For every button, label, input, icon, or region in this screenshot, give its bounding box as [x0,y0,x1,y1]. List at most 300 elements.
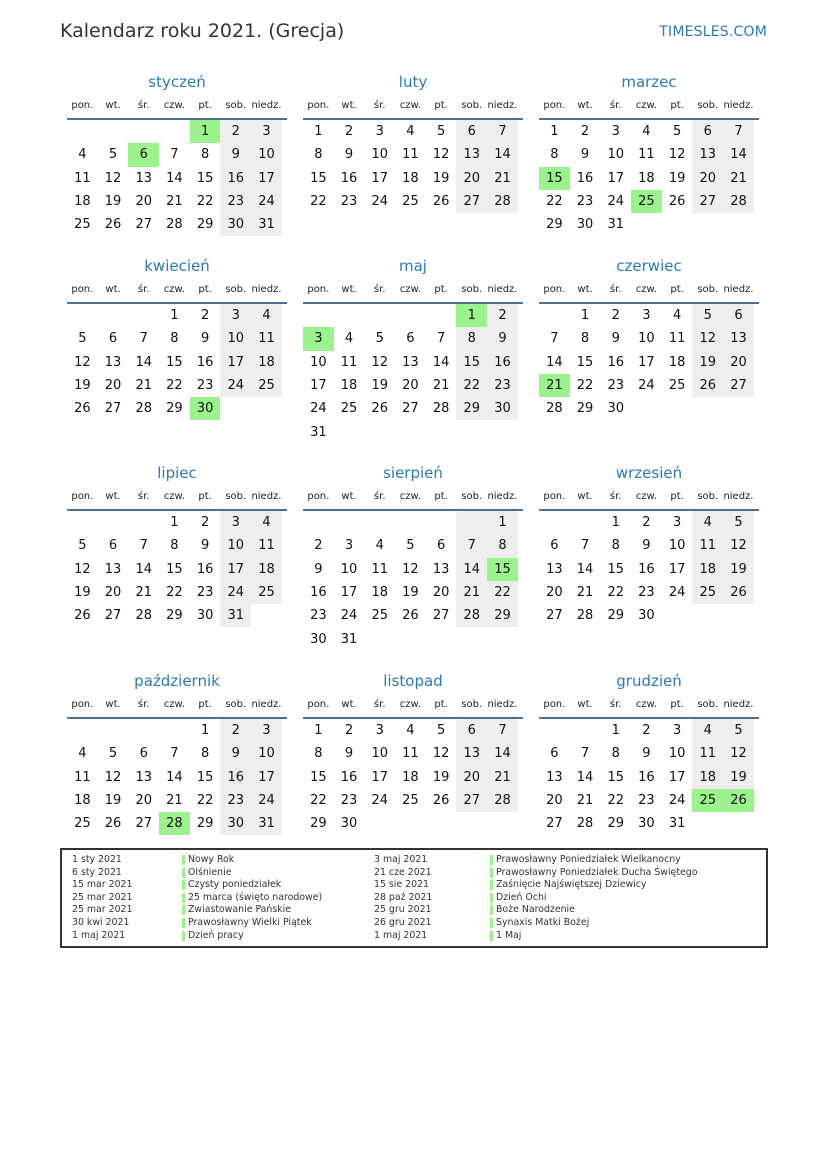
day-cell: 18 [251,558,282,581]
month-1 [303,72,523,213]
day-cell: 20 [104,585,122,601]
day-cell: 2 [200,308,210,324]
weekday-label: wt. [341,490,357,502]
weekday-label: sob. [461,99,483,111]
day-cell: 14 [576,561,594,577]
empty-cell [570,719,601,742]
day-cell: 26 [371,401,388,417]
day-cell: 27 [692,190,723,213]
weekday-label: śr. [609,698,622,710]
day-cell: 24 [638,378,655,394]
day-cell: 6 [692,120,723,143]
day-cell: 22 [456,374,487,397]
day-cell: 8 [611,538,620,554]
day-grid [539,719,759,835]
month-11 [539,671,759,835]
weekday-label: sob. [697,283,719,295]
weekday-label: czw. [635,99,657,111]
legend-holiday-name: Boże Narodzenie [490,904,697,917]
day-cell: 13 [546,769,563,785]
empty-cell [334,420,365,443]
day-cell: 28 [159,812,190,835]
day-cell: 24 [251,190,282,213]
day-cell: 24 [220,581,251,604]
day-cell: 30 [340,816,358,832]
weekday-label: pt. [670,490,684,502]
weekday-header [67,98,287,120]
day-cell: 2 [642,515,651,531]
month-name: sierpień [383,464,443,482]
day-cell: 13 [135,769,152,785]
legend-holiday-name: 1 Maj [490,930,697,943]
day-cell: 4 [406,124,415,140]
day-cell: 18 [668,354,686,370]
day-cell: 19 [74,585,91,601]
day-cell: 8 [550,147,559,163]
month-name: marzec [621,73,677,91]
weekday-label: pon. [543,698,566,710]
day-cell: 1 [200,723,210,739]
day-cell: 7 [436,331,446,347]
weekday-label: niedz. [723,99,754,111]
day-cell: 20 [546,793,563,809]
day-cell: 14 [432,354,450,370]
legend-date: 15 sie 2021 [374,879,430,891]
legend-names-right [490,854,697,942]
day-cell: 24 [668,585,686,601]
weekday-label: śr. [373,698,386,710]
empty-cell [395,812,426,835]
day-cell: 4 [642,124,651,140]
weekday-label: niedz. [487,698,518,710]
day-cell: 16 [220,766,251,789]
month-8 [539,463,759,627]
day-cell: 30 [220,213,251,236]
day-cell: 2 [580,124,590,140]
day-cell: 26 [692,374,723,397]
day-cell: 19 [432,170,450,186]
day-cell: 17 [310,378,327,394]
legend-date: 1 maj 2021 [72,929,126,941]
day-cell: 25 [692,581,723,604]
day-cell: 21 [166,793,183,809]
weekday-label: wt. [577,99,593,111]
weekday-label: sob. [697,698,719,710]
empty-cell [128,120,159,143]
weekday-label: sob. [461,490,483,502]
day-cell: 20 [104,378,122,394]
day-cell: 6 [723,304,754,327]
day-cell: 15 [196,170,214,186]
day-cell: 29 [607,816,624,832]
holiday-legend [60,848,768,948]
day-cell: 29 [310,816,327,832]
day-cell: 7 [170,746,179,762]
day-cell: 20 [546,585,563,601]
day-cell: 8 [487,534,518,557]
weekday-label: sob. [225,490,247,502]
month-name: luty [398,73,428,91]
day-cell: 1 [550,124,559,140]
weekday-label: pt. [670,283,684,295]
day-cell: 22 [607,585,624,601]
day-cell: 23 [310,608,327,624]
day-cell: 20 [402,378,419,394]
day-cell: 19 [104,793,122,809]
empty-cell [692,213,723,236]
day-cell: 6 [456,719,487,742]
weekday-label: sob. [225,698,247,710]
day-cell: 14 [487,742,518,765]
day-cell: 31 [310,424,327,440]
empty-cell [456,511,487,534]
day-cell: 9 [314,561,323,577]
empty-cell [456,812,487,835]
day-cell: 30 [576,217,594,233]
day-cell: 18 [638,170,655,186]
weekday-label: śr. [373,283,386,295]
empty-cell [456,627,487,650]
day-cell: 17 [668,769,686,785]
empty-cell [395,420,426,443]
day-cell: 27 [135,816,152,832]
day-cell: 17 [371,769,388,785]
day-cell: 9 [487,327,518,350]
day-cell: 12 [104,769,122,785]
day-cell: 12 [104,170,122,186]
page-title: Kalendarz roku 2021. (Grecja) [60,20,345,42]
empty-cell [395,304,426,327]
day-cell: 12 [371,354,388,370]
brand-link[interactable]: TIMESLES.COM [659,24,767,40]
day-cell: 5 [375,331,384,347]
empty-cell [159,120,190,143]
weekday-label: niedz. [251,490,282,502]
weekday-label: pon. [71,99,94,111]
weekday-header [539,697,759,719]
weekday-label: czw. [635,490,657,502]
day-cell: 1 [611,723,620,739]
day-cell: 6 [456,120,487,143]
day-cell: 8 [170,331,179,347]
day-cell: 18 [371,585,388,601]
weekday-label: wt. [105,698,121,710]
day-cell: 20 [692,167,723,190]
day-cell: 27 [135,217,152,233]
day-cell: 15 [310,769,327,785]
day-cell: 30 [487,397,518,420]
day-cell: 27 [456,789,487,812]
day-cell: 3 [672,723,682,739]
day-cell: 25 [340,401,358,417]
day-cell: 3 [375,723,384,739]
day-cell: 26 [104,217,122,233]
day-cell: 19 [723,766,754,789]
day-cell: 23 [220,789,251,812]
day-cell: 9 [642,746,651,762]
day-cell: 6 [139,746,148,762]
day-cell: 25 [668,378,686,394]
weekday-label: czw. [163,283,185,295]
empty-cell [539,304,570,327]
day-cell: 31 [607,217,624,233]
day-cell: 7 [580,538,590,554]
day-cell: 26 [432,194,450,210]
empty-cell [220,397,251,420]
weekday-label: niedz. [487,283,518,295]
day-cell: 11 [402,746,419,762]
weekday-label: niedz. [723,283,754,295]
day-cell: 29 [196,816,214,832]
day-cell: 29 [607,608,624,624]
day-cell: 7 [487,120,518,143]
weekday-label: śr. [373,490,386,502]
empty-cell [456,420,487,443]
legend-holiday-name: Synaxis Matki Bożej [490,917,697,930]
day-cell: 1 [456,304,487,327]
day-cell: 9 [220,143,251,166]
weekday-label: wt. [577,283,593,295]
weekday-label: czw. [399,698,421,710]
day-cell: 21 [723,167,754,190]
weekday-label: czw. [399,283,421,295]
day-cell: 25 [631,190,662,213]
empty-cell [303,511,334,534]
day-cell: 8 [456,327,487,350]
day-cell: 2 [611,308,620,324]
empty-cell [395,511,426,534]
weekday-label: śr. [609,99,622,111]
day-cell: 25 [402,194,419,210]
day-cell: 7 [456,534,487,557]
legend-date: 1 sty 2021 [72,854,122,865]
day-cell: 5 [723,511,754,534]
weekday-label: czw. [163,490,185,502]
day-cell: 12 [692,327,723,350]
day-cell: 6 [436,538,446,554]
day-cell: 2 [344,124,354,140]
day-cell: 15 [607,769,624,785]
empty-cell [364,627,395,650]
legend-date: 25 mar 2021 [72,891,133,903]
day-cell: 10 [220,327,251,350]
day-cell: 6 [406,331,415,347]
day-cell: 31 [668,816,686,832]
weekday-label: sob. [225,283,247,295]
day-cell: 6 [108,331,118,347]
weekday-label: czw. [635,283,657,295]
weekday-label: sob. [461,283,483,295]
legend-holiday-name: Czysty poniedziałek [182,879,322,892]
weekday-label: wt. [341,698,357,710]
legend-date: 26 gru 2021 [374,916,432,928]
day-cell: 9 [344,746,354,762]
weekday-label: pt. [198,283,212,295]
legend-date: 6 sty 2021 [72,866,122,878]
day-cell: 15 [539,167,570,190]
day-cell: 23 [220,190,251,213]
day-cell: 5 [672,124,682,140]
day-cell: 26 [432,793,450,809]
weekday-label: pon. [543,283,566,295]
weekday-label: śr. [137,698,150,710]
day-cell: 17 [340,585,358,601]
day-cell: 3 [611,124,620,140]
day-cell: 13 [135,170,152,186]
day-cell: 25 [251,581,282,604]
legend-holiday-name: Prawosławny Wielki Piątek [182,917,322,930]
day-cell: 16 [196,354,214,370]
day-cell: 28 [166,217,183,233]
month-4 [303,256,523,444]
day-cell: 25 [251,374,282,397]
day-cell: 21 [487,167,518,190]
day-cell: 20 [456,167,487,190]
day-cell: 2 [642,723,651,739]
day-cell: 28 [135,401,152,417]
empty-cell [98,719,129,742]
day-cell: 14 [546,354,563,370]
day-cell: 25 [402,793,419,809]
weekday-label: pt. [198,99,212,111]
day-cell: 3 [344,538,354,554]
empty-cell [67,719,98,742]
weekday-label: czw. [163,698,185,710]
legend-date: 25 mar 2021 [72,904,133,916]
day-cell: 18 [74,793,91,809]
legend-holiday-name: Nowy Rok [182,854,322,867]
weekday-label: wt. [341,283,357,295]
day-cell: 8 [314,147,323,163]
day-cell: 14 [135,561,152,577]
weekday-label: czw. [163,99,185,111]
day-cell: 24 [371,194,388,210]
weekday-label: czw. [399,490,421,502]
day-cell: 31 [251,812,282,835]
legend-holiday-name: Dzień pracy [182,930,322,943]
day-cell: 14 [576,769,594,785]
legend-holiday-name: 25 marca (święto narodowe) [182,892,322,905]
day-cell: 12 [432,147,450,163]
month-name: listopad [383,672,443,690]
day-cell: 2 [220,120,251,143]
day-cell: 22 [196,194,214,210]
day-cell: 30 [190,397,221,420]
day-cell: 26 [74,608,91,624]
day-cell: 29 [166,401,183,417]
empty-cell [723,812,754,835]
month-name: październik [134,672,220,690]
day-cell: 13 [692,143,723,166]
day-cell: 23 [576,194,594,210]
day-cell: 27 [402,401,419,417]
day-cell: 13 [104,561,122,577]
day-cell: 6 [108,538,118,554]
day-cell: 18 [340,378,358,394]
day-cell: 4 [375,538,384,554]
day-cell: 16 [638,561,655,577]
day-grid [67,120,287,236]
day-cell: 14 [166,769,183,785]
day-cell: 23 [196,585,214,601]
day-cell: 3 [303,327,334,350]
empty-cell [723,213,754,236]
weekday-header [539,489,759,511]
day-cell: 11 [692,742,723,765]
day-cell: 8 [200,746,210,762]
day-cell: 30 [310,631,327,647]
legend-holiday-name: Dzień Ochi [490,892,697,905]
day-cell: 20 [135,194,152,210]
day-cell: 20 [432,585,450,601]
empty-cell [487,627,518,650]
day-cell: 13 [402,354,419,370]
empty-cell [98,511,129,534]
day-cell: 9 [200,538,210,554]
empty-cell [67,304,98,327]
day-cell: 12 [432,746,450,762]
day-cell: 19 [432,769,450,785]
day-cell: 29 [456,397,487,420]
weekday-label: pt. [198,490,212,502]
weekday-label: pon. [71,490,94,502]
day-cell: 16 [638,769,655,785]
day-cell: 11 [251,327,282,350]
day-grid [303,120,523,213]
day-cell: 11 [251,534,282,557]
day-cell: 24 [668,793,686,809]
day-cell: 13 [456,143,487,166]
day-grid [539,511,759,627]
day-cell: 8 [580,331,590,347]
day-cell: 15 [487,558,518,581]
day-cell: 30 [607,401,624,417]
day-cell: 17 [668,561,686,577]
day-cell: 3 [672,515,682,531]
day-cell: 23 [607,378,624,394]
day-cell: 10 [340,561,358,577]
day-cell: 11 [74,170,91,186]
day-cell: 26 [723,581,754,604]
weekday-label: pt. [434,698,448,710]
day-cell: 23 [638,585,655,601]
day-cell: 5 [78,331,87,347]
weekday-header [67,282,287,304]
day-cell: 15 [166,354,183,370]
empty-cell [159,719,190,742]
weekday-label: śr. [609,283,622,295]
day-cell: 17 [638,354,655,370]
day-cell: 15 [310,170,327,186]
day-cell: 15 [576,354,594,370]
day-cell: 21 [576,793,594,809]
day-cell: 8 [170,538,179,554]
day-cell: 27 [104,608,122,624]
weekday-label: wt. [577,698,593,710]
day-cell: 16 [607,354,624,370]
day-cell: 28 [487,190,518,213]
empty-cell [364,304,395,327]
day-cell: 7 [580,746,590,762]
day-cell: 30 [220,812,251,835]
empty-cell [426,627,457,650]
day-grid [67,511,287,627]
day-grid [303,511,523,651]
day-cell: 22 [487,581,518,604]
empty-cell [631,213,662,236]
empty-cell [251,604,282,627]
weekday-label: wt. [105,490,121,502]
